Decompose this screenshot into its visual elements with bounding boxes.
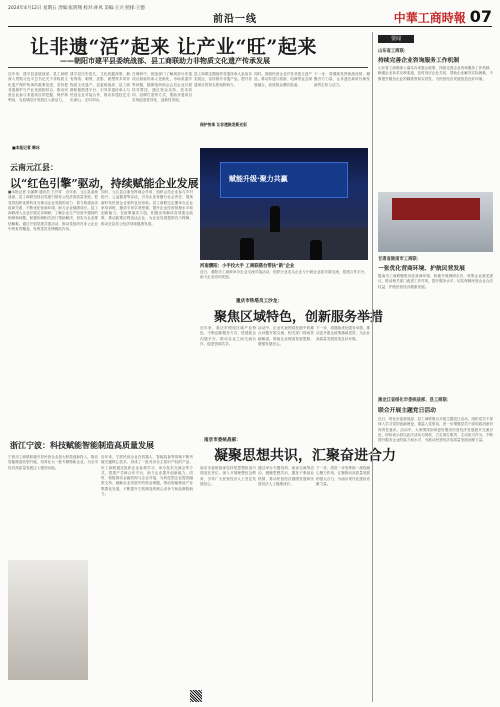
main-subtitle: ——朝阳市建平县委统战部、县工商联助力非物质文化遗产传承发展 (60, 56, 270, 65)
sidebar-title-1: 持续完善企业咨询服务工作机制 (378, 58, 460, 64)
story4-col-1: 南京市委统战部坚持把思想政治引领放在首位，深入开展理想信念教育，引导广大民营经济人士坚定发展信心。 (200, 466, 256, 486)
sidebar-kicker-3: 黑龙江省绥化市委统战部、县工商联： (378, 398, 452, 403)
photo-caption-body: 近日，濮阳市工商联举办企业交流对接活动，组织行业龙头企业与小微企业面对面交流，搭建合作平台，助力企业协同发展。 (200, 270, 368, 280)
story-headline-1: 以“红色引擎”驱动，持续赋能企业发展 (10, 177, 199, 190)
sidebar-photo (378, 192, 493, 252)
lead-col-6: 下一步，将继续发挥统战优势，凝聚各方力量，让非遗在新时代焕发新的生机与活力。 (314, 72, 370, 87)
qr-code (190, 690, 202, 702)
story1-col-2: 同时，元江县注重发挥商会作用，组织会员企业参与乡村振兴、公益慈善等活动，引导企业家履行社会责任，展现新时代民营企业家的良好形象。县工商联还定期举办企业家培训班，邀请专家学者授课，提升企业经营管理水平和创新能力。在政策落实方面，积极宣传解读各项惠企政策，推动政策红利直达企业，为企业发展提供有力保障，推动全县非公经济持续健康发展。 (101, 190, 193, 226)
lead-subhead-1: ■本报记者 韩冰 (12, 145, 40, 150)
lead-col-5: 同时，鼓励民营企业开发非遗文创产品，推动非遗与旅游、电商等业态深度融合，拓宽群众增收渠道。 (254, 72, 312, 87)
stage-screen (220, 162, 348, 198)
story-headline-3: 浙江宁波：科技赋能智能制造高质量发展 (10, 440, 154, 450)
masthead-title: 中華工商時報 (393, 11, 466, 25)
story-headline-4: 凝聚思想共识，汇聚奋进合力 (214, 448, 396, 464)
audience-figure (240, 238, 254, 260)
story-kicker-2: 重庆市铁塔员工沙龙： (236, 299, 282, 304)
story1-col-1: ■本报记者 毛丽辉 通讯员 王开祥 近年来，元江县委统战部、县工商联坚持以党建引领非公经济高质量发展，把党的组织优势转化为推动企业发展的动力，着力构建亲清政商关系，不断优化营商环境，助力企业健康成长。县工商联深入企业开展走访调研，了解企业生产经营中遇到的困难和问题，积极协调相关部门帮助解决，切实为企业排忧解难。通过开展党建共建活动，推动党组织在非公企业中的有效覆盖，发挥党员先锋模范作用。 (8, 190, 98, 232)
header-bar (8, 6, 492, 27)
sidebar-body-3: 近日，绥化市委统战部、县工商联联合开展主题党日活动，组织党员干部深入学习党的创新理论，重温入党誓词，进一步增强党员干部的政治意识和责任意识。活动中，大家围绕如何更好服务民营经济发展展开交流讨论，纷纷表示将以此次活动为契机，立足岗位职责，主动担当作为，不断提升服务企业的能力和水平，为推动民营经济高质量发展贡献力量。 (378, 417, 493, 443)
story2-col-2: 活动中，企业代表围绕发展中的难点问题开展交流，相关部门现场答疑解惑，帮助企业理清发展思路，增强发展信心。 (258, 326, 314, 346)
robot-photo (8, 560, 88, 680)
lead-subhead-2: 保护传承 让非遗焕发新光彩 (200, 122, 247, 127)
story-headline-2: 聚焦区域特色，创新服务举措 (214, 310, 384, 325)
audience-figure (310, 240, 322, 260)
speaker-figure (270, 206, 280, 232)
photo-caption-title: 河南濮阳：小手拉大手 工商联搭台帮扶“新”企业 (200, 264, 295, 269)
screen-slogan: 赋能升级·聚力共赢 (229, 175, 288, 183)
main-headline: 让非遗“活”起来 让产业“旺”起来 (30, 36, 317, 58)
sidebar-body-2: 陇南市工商联聚焦优化营商环境，积极开展调研走访，收集企业意见建议，推动相关部门改进工作作风，提升服务水平，切实保障民营企业合法权益，护航民营经济健康发展。 (378, 274, 493, 289)
page-number: 07 (469, 7, 492, 26)
sidebar-body-1: 山东省工商联深入落实各项惠企政策，持续完善企业咨询服务工作机制，畅通企业诉求反映渠道，及时回应企业关切，帮助企业解决实际困难，不断提升服务企业的精准度和实效性，为民营经济发展营造良好环境。 (378, 66, 493, 81)
photo-screen (392, 198, 480, 220)
story-kicker-1: 云南元江县： (10, 162, 58, 172)
lead-col-2: 建平县历史悠久，文化底蕴深厚，拥有剪纸、刺绣、皮影、面塑等多项非物质文化遗产。县委统战部、县工商联积极搭建平台，引导非遗传承人与民营企业对接合作，推动非遗技艺走出深山、走向市场。 (70, 72, 130, 103)
story2-col-3: 下一步，将继续优化服务举措，推动更多惠企政策落地见效，为企业高质量发展营造良好环境。 (316, 326, 370, 341)
lead-col-3: 在调研中，统战部门了解到部分非遗项目面临传承人老龄化、市场渠道窄等问题，随即组织商会会员企业开展结对帮扶，通过资金支持、技术培训、品牌打造等方式，帮助非遗项目实现创造性转化、创新性发展。 (132, 72, 192, 103)
stage-floor (200, 228, 368, 260)
sidebar-title-2: 一张优化营商环境、护航民营发展 (378, 266, 465, 272)
story3-col-1: 宁波市工商联积极引导民营企业加大科技创新投入，推动智能制造转型升级，培育壮大一批专精特新企业，为全市经济高质量发展注入强劲动能。 (8, 455, 98, 470)
sidebar-tag: 要闻 (378, 35, 414, 43)
sidebar-kicker-2: 甘肃省陇南市工商联： (378, 257, 421, 262)
sidebar-kicker-1: 山东省工商联： (378, 49, 409, 54)
story2-col-1: 近年来，重庆市围绕区域产业特色，不断创新服务方式，搭建政企沟通平台，推动企业之间交流合作，促进资源共享。 (200, 326, 256, 346)
story4-col-3: 下一步，将进一步发挥统一战线凝心聚力作用，汇聚推动高质量发展的强大合力，为南京现代化建设贡献力量。 (316, 466, 370, 486)
event-photo (200, 148, 368, 260)
story-kicker-4: 南京市委统战部： (204, 438, 241, 443)
sidebar-title-3: 联合开展主题党日活动 (378, 408, 436, 414)
section-name: 前沿一线 (213, 14, 257, 25)
paper-masthead (394, 7, 492, 26)
story3-col-2: 近年来，宁波民营企业在机器人、智能装备等领域不断突破关键核心技术，形成了一批具有自主知识产权的产品。市工商联通过组织企业参观学习、举办技术交流会等方式，搭建产学研合作平台，助力企业提升创新能力。同时，积极推动金融机构与企业对接，为科技型企业提供融资支持，破解企业发展中的资金难题，推动智能制造产业集群化发展，不断提升宁波制造的核心竞争力和品牌影响力。 (101, 455, 193, 497)
issue-date: 2024年4月12日 星期五 责编:张鸿翔 校对:孙凤 美编:王兴 照排:王德 (8, 6, 145, 11)
lead-col-1: 近年来，建平县委统战部、县工商联深入贯彻习近平总书记关于非物质文化遗产保护传承的重要论述，坚持把非遗保护与产业发展相结合，推动民营企业参与非遗项目的挖掘、保护和利用，为县域经济发展注入新活力。 (8, 72, 68, 103)
sidebar-column (372, 32, 493, 702)
story4-col-2: 通过举办专题培训、座谈交流等活动，凝聚思想共识，激发干事创业热情，推动民营经济健康发展和民营经济人士健康成长。 (258, 466, 314, 486)
lead-col-4: 县工商联定期组织非遗传承人参加各类展会，宣传推介非遗产品，提升非遗项目的知名度和影响力。 (194, 72, 252, 87)
divider (8, 67, 368, 68)
